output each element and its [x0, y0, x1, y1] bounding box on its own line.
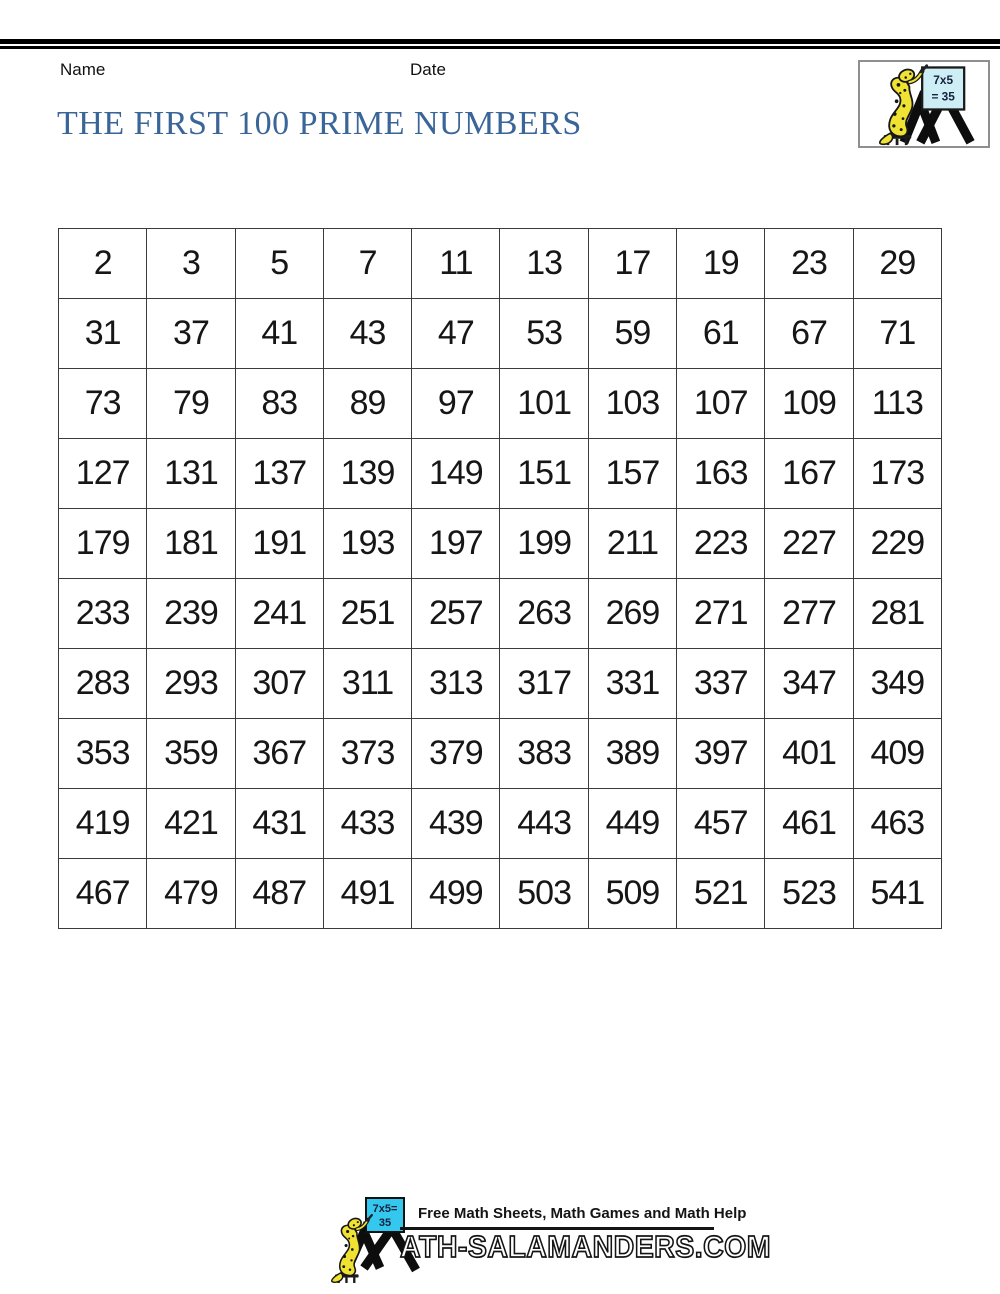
- top-divider-thin-line: [0, 46, 1000, 49]
- prime-cell: 11: [412, 229, 500, 299]
- prime-cell: 271: [677, 579, 765, 649]
- prime-cell: 179: [59, 509, 147, 579]
- chalkboard-line2: = 35: [931, 89, 955, 104]
- prime-cell: 19: [677, 229, 765, 299]
- prime-cell: 67: [765, 299, 853, 369]
- prime-cell: 59: [588, 299, 676, 369]
- prime-cell: 79: [147, 369, 235, 439]
- date-label: Date: [410, 60, 446, 79]
- prime-cell: 17: [588, 229, 676, 299]
- prime-cell: 61: [677, 299, 765, 369]
- prime-cell: 479: [147, 859, 235, 929]
- prime-cell: 293: [147, 649, 235, 719]
- prime-cell: 509: [588, 859, 676, 929]
- prime-cell: 7: [323, 229, 411, 299]
- table-row: [59, 509, 942, 579]
- prime-cell: 43: [323, 299, 411, 369]
- prime-cell: 487: [235, 859, 323, 929]
- prime-cell: 389: [588, 719, 676, 789]
- prime-cell: 2: [59, 229, 147, 299]
- primes-table-body: [59, 229, 942, 929]
- prime-cell: 499: [412, 859, 500, 929]
- prime-cell: 239: [147, 579, 235, 649]
- prime-cell: 23: [765, 229, 853, 299]
- prime-cell: 193: [323, 509, 411, 579]
- prime-cell: 449: [588, 789, 676, 859]
- prime-cell: 97: [412, 369, 500, 439]
- footer-tagline: Free Math Sheets, Math Games and Math Help: [418, 1205, 747, 1222]
- prime-cell: 89: [323, 369, 411, 439]
- prime-cell: 157: [588, 439, 676, 509]
- footer: [330, 1196, 772, 1294]
- prime-cell: 439: [412, 789, 500, 859]
- math-salamanders-logo: [860, 62, 988, 146]
- prime-cell: 269: [588, 579, 676, 649]
- footer-wordmark: ATH-SALAMANDERS.COM: [400, 1229, 772, 1264]
- prime-cell: 317: [500, 649, 588, 719]
- prime-cell: 127: [59, 439, 147, 509]
- prime-cell: 47: [412, 299, 500, 369]
- prime-cell: 71: [853, 299, 941, 369]
- prime-cell: 131: [147, 439, 235, 509]
- prime-cell: 163: [677, 439, 765, 509]
- prime-cell: 149: [412, 439, 500, 509]
- prime-cell: 523: [765, 859, 853, 929]
- prime-cell: 251: [323, 579, 411, 649]
- name-label: Name: [60, 60, 106, 79]
- prime-cell: 503: [500, 859, 588, 929]
- prime-cell: 73: [59, 369, 147, 439]
- prime-cell: 337: [677, 649, 765, 719]
- math-salamanders-logo-box: [858, 60, 990, 148]
- table-row: [59, 229, 942, 299]
- prime-cell: 173: [853, 439, 941, 509]
- prime-cell: 457: [677, 789, 765, 859]
- prime-cell: 167: [765, 439, 853, 509]
- prime-cell: 443: [500, 789, 588, 859]
- prime-cell: 461: [765, 789, 853, 859]
- page-title: THE FIRST 100 PRIME NUMBERS: [57, 105, 582, 142]
- prime-cell: 107: [677, 369, 765, 439]
- prime-cell: 347: [765, 649, 853, 719]
- prime-cell: 41: [235, 299, 323, 369]
- prime-cell: 283: [59, 649, 147, 719]
- prime-cell: 181: [147, 509, 235, 579]
- prime-cell: 53: [500, 299, 588, 369]
- prime-cell: 349: [853, 649, 941, 719]
- prime-cell: 433: [323, 789, 411, 859]
- footer-chalkboard-line2: 35: [378, 1217, 392, 1229]
- prime-cell: 139: [323, 439, 411, 509]
- prime-cell: 419: [59, 789, 147, 859]
- prime-cell: 197: [412, 509, 500, 579]
- prime-cell: 3: [147, 229, 235, 299]
- prime-cell: 397: [677, 719, 765, 789]
- prime-cell: 263: [500, 579, 588, 649]
- prime-cell: 383: [500, 719, 588, 789]
- prime-cell: 37: [147, 299, 235, 369]
- table-row: [59, 369, 942, 439]
- table-row: [59, 859, 942, 929]
- primes-table: [58, 228, 942, 929]
- prime-cell: 313: [412, 649, 500, 719]
- chalkboard-line1: 7x5: [933, 72, 954, 87]
- prime-cell: 241: [235, 579, 323, 649]
- prime-cell: 103: [588, 369, 676, 439]
- prime-cell: 101: [500, 369, 588, 439]
- prime-cell: 29: [853, 229, 941, 299]
- table-row: [59, 789, 942, 859]
- prime-cell: 359: [147, 719, 235, 789]
- prime-cell: 5: [235, 229, 323, 299]
- prime-cell: 541: [853, 859, 941, 929]
- prime-cell: 521: [677, 859, 765, 929]
- prime-cell: 257: [412, 579, 500, 649]
- prime-cell: 353: [59, 719, 147, 789]
- prime-cell: 467: [59, 859, 147, 929]
- table-row: [59, 299, 942, 369]
- prime-cell: 151: [500, 439, 588, 509]
- prime-cell: 367: [235, 719, 323, 789]
- prime-cell: 281: [853, 579, 941, 649]
- prime-cell: 191: [235, 509, 323, 579]
- table-row: [59, 579, 942, 649]
- prime-cell: 233: [59, 579, 147, 649]
- prime-cell: 83: [235, 369, 323, 439]
- prime-cell: 307: [235, 649, 323, 719]
- prime-cell: 491: [323, 859, 411, 929]
- prime-cell: 409: [853, 719, 941, 789]
- prime-cell: 137: [235, 439, 323, 509]
- prime-cell: 13: [500, 229, 588, 299]
- prime-cell: 211: [588, 509, 676, 579]
- prime-cell: 431: [235, 789, 323, 859]
- prime-cell: 223: [677, 509, 765, 579]
- prime-cell: 227: [765, 509, 853, 579]
- table-row: [59, 719, 942, 789]
- prime-cell: 379: [412, 719, 500, 789]
- footer-salamander-icon: [332, 1215, 372, 1283]
- prime-cell: 311: [323, 649, 411, 719]
- top-divider: [0, 39, 1000, 49]
- prime-cell: 421: [147, 789, 235, 859]
- footer-chalkboard-line1: 7x5=: [372, 1203, 398, 1215]
- prime-cell: 109: [765, 369, 853, 439]
- prime-cell: 331: [588, 649, 676, 719]
- prime-cell: 277: [765, 579, 853, 649]
- prime-cell: 401: [765, 719, 853, 789]
- prime-cell: 229: [853, 509, 941, 579]
- prime-cell: 31: [59, 299, 147, 369]
- prime-cell: 113: [853, 369, 941, 439]
- prime-cell: 463: [853, 789, 941, 859]
- table-row: [59, 439, 942, 509]
- prime-cell: 199: [500, 509, 588, 579]
- table-row: [59, 649, 942, 719]
- prime-cell: 373: [323, 719, 411, 789]
